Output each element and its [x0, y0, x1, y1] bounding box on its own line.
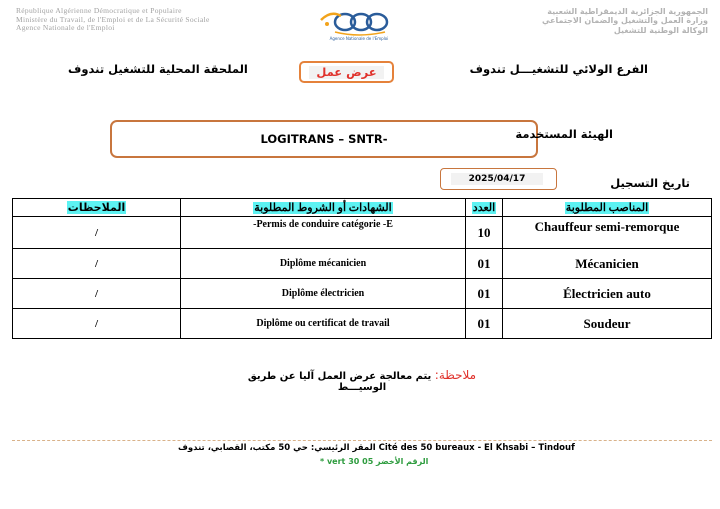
- header-job: المناصب المطلوبة: [503, 199, 712, 217]
- registration-date-box: [440, 168, 557, 190]
- count-cell: 01: [466, 309, 503, 339]
- job-cell: Soudeur: [503, 309, 712, 339]
- header-french: [16, 7, 306, 33]
- requirements-cell: Diplôme ou certificat de travail: [181, 309, 466, 339]
- requirements-cell: Permis de conduire catégorie -E-: [181, 217, 466, 249]
- table-row: [13, 217, 712, 249]
- employer-name: LOGITRANS – SNTR-: [260, 132, 388, 146]
- processing-note: [244, 368, 480, 393]
- header-requirements: الشهادات أو الشروط المطلوبة: [181, 199, 466, 217]
- registration-label: تاريخ التسجيل: [610, 176, 690, 190]
- employer-label: الهيئة المستخدمة: [515, 127, 613, 141]
- header-arabic-line: الجمهورية الجزائرية الديمقراطية الشعبية: [547, 7, 708, 16]
- notes-cell: /: [13, 249, 181, 279]
- requirements-cell: Diplôme électricien: [181, 279, 466, 309]
- header-notes: الملاحظات: [13, 199, 181, 217]
- header-arabic: [408, 7, 708, 35]
- footer-divider: [12, 440, 712, 441]
- wilaya-branch: الفرع الولائي للتشغيـــل تندوف: [469, 62, 648, 76]
- job-cell: Électricien auto: [503, 279, 712, 309]
- footer-green-number: الرقم الأخضر 05 30 vert *: [320, 457, 429, 466]
- header-arabic-line: وزارة العمل والتشغيل والضمان الاجتماعي: [541, 16, 708, 26]
- job-cell: Mécanicien: [503, 249, 712, 279]
- table-row: [13, 279, 712, 309]
- header-french-line: République Algérienne Démocratique et Populaire: [16, 6, 182, 15]
- count-cell: 10: [466, 217, 503, 249]
- footer-address: المقر الرئيسي: حي 50 مكتب، القصابي، تندوف Cité des 50 bureaux - El Khsabi – Tindouf: [178, 443, 575, 453]
- note-text: يتم معالجة عرض العمل آليا عن طريق الوسيـــط: [247, 371, 432, 393]
- count-cell: 01: [466, 279, 503, 309]
- count-cell: 01: [466, 249, 503, 279]
- header-french-line: Ministère du Travail, de l'Emploi et de La Sécurité Sociale: [16, 14, 210, 24]
- offer-title: عرض عمل: [309, 66, 384, 79]
- job-cell: Chauffeur semi-remorque: [503, 217, 712, 249]
- table-row: [13, 309, 712, 339]
- note-label: ملاحظة:: [434, 368, 477, 382]
- registration-date: 2025/04/17: [451, 173, 543, 185]
- local-branch: الملحقة المحلية للتشغيل تندوف: [68, 62, 248, 76]
- requirements-cell: Diplôme mécanicien: [181, 249, 466, 279]
- offer-title-box: [299, 61, 394, 83]
- header-arabic-line: الوكالة الوطنية للتشغيل: [613, 25, 708, 35]
- notes-cell: /: [13, 309, 181, 339]
- table-row: [13, 249, 712, 279]
- notes-cell: /: [13, 217, 181, 249]
- header-french-line: Agence Nationale de l'Emploi: [16, 23, 115, 33]
- table-header-row: [13, 199, 712, 217]
- job-offers-table: [12, 198, 712, 339]
- logo-caption: Agence Nationale de l'Emploi: [329, 36, 389, 41]
- notes-cell: /: [13, 279, 181, 309]
- header-count: العدد: [466, 199, 503, 217]
- employer-box: [110, 120, 538, 158]
